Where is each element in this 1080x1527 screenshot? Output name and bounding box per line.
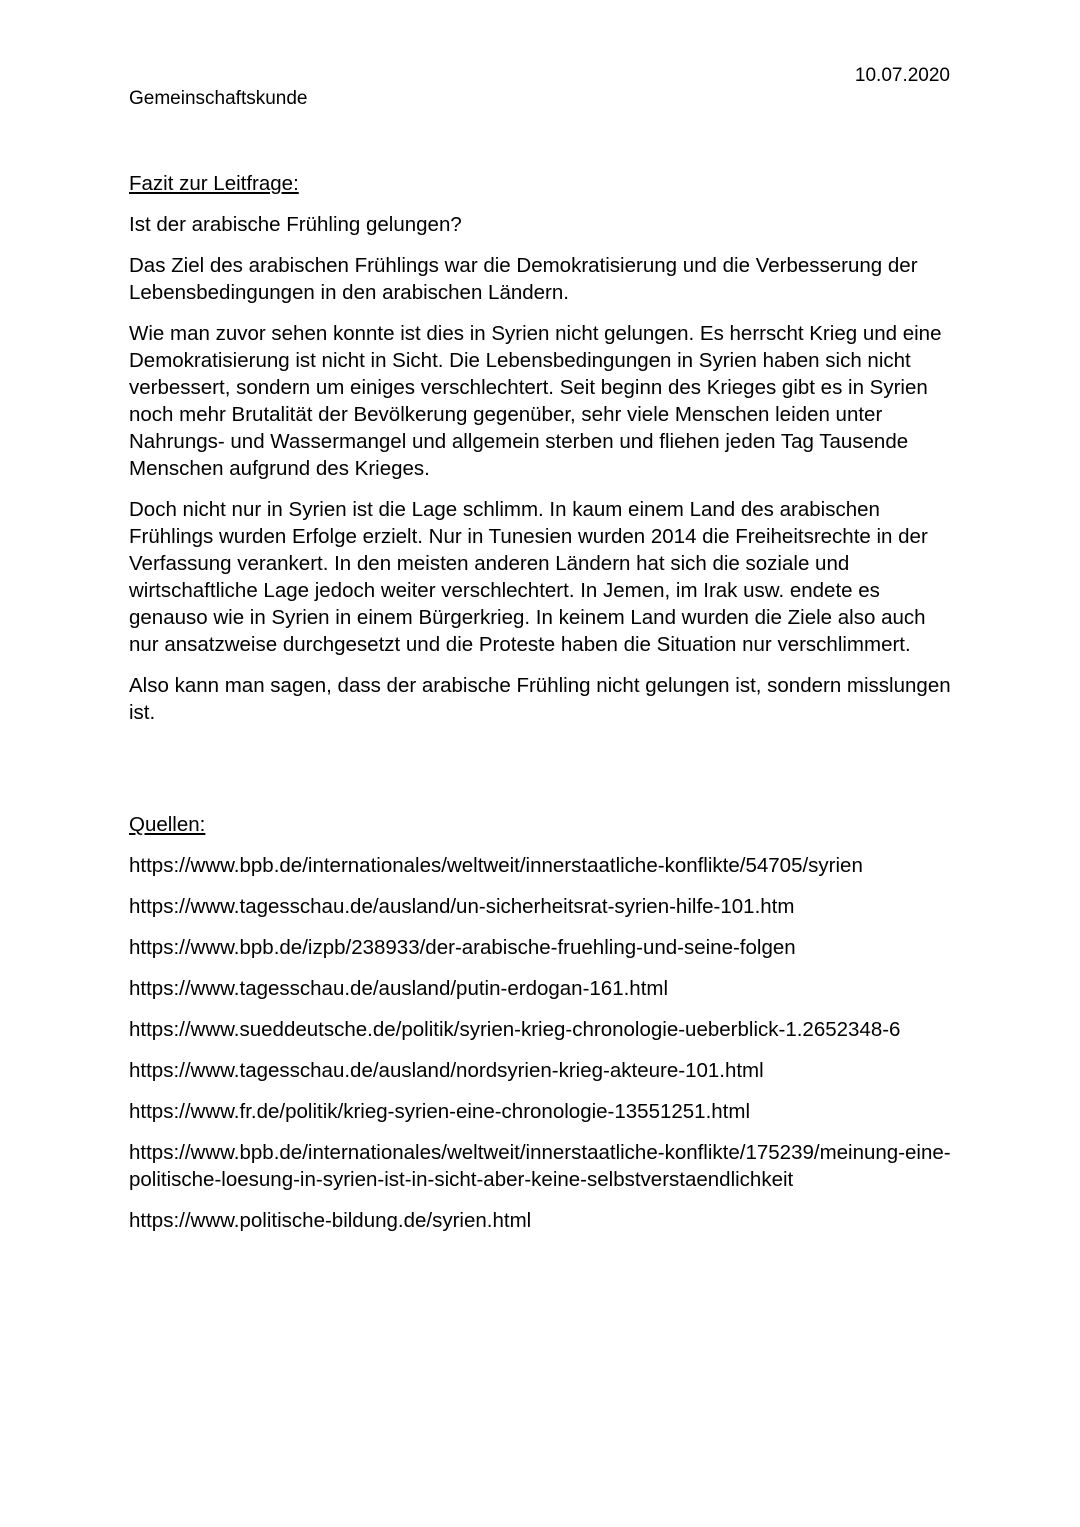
section-heading: Fazit zur Leitfrage: [129, 172, 299, 195]
source-link: https://www.tagesschau.de/ausland/nordsyrien-krieg-akteure-101.html [129, 1059, 764, 1082]
source-link: https://www.sueddeutsche.de/politik/syrien-krieg-chronologie-ueberblick-1.2652348-6 [129, 1018, 901, 1041]
guiding-question: Ist der arabische Frühling gelungen? [129, 213, 462, 236]
source-link: https://www.bpb.de/izpb/238933/der-arabische-fruehling-und-seine-folgen [129, 936, 796, 959]
document-date: 10.07.2020 [854, 65, 950, 86]
paragraph-syria: Wie man zuvor sehen konnte ist dies in Syrien nicht gelungen. Es herrscht Krieg und eine Demokratisierung ist nicht in Sicht. Die Lebensbedingungen in Syrien haben sich nicht verbessert, sondern um einiges verschlechtert. Seit beginn des Krieges gibt es in Syrien noch mehr Brutalität der Bevölkerung gegenüber, sehr viele Menschen leiden unter Nahrungs- und Wassermangel und allgemein sterben und fliehen jeden Tag Tausende Menschen aufgrund des Krieges. [129, 322, 942, 480]
paragraph-goal: Das Ziel des arabischen Frühlings war die Demokratisierung und die Verbesserung der Lebensbedingungen in den arabischen Ländern. [129, 254, 918, 304]
source-link: https://www.bpb.de/internationales/weltweit/innerstaatliche-konflikte/54705/syrien [129, 854, 863, 877]
document-body [129, 170, 959, 1248]
source-link: https://www.politische-bildung.de/syrien.html [129, 1209, 532, 1232]
paragraph-conclusion: Also kann man sagen, dass der arabische Frühling nicht gelungen ist, sondern misslungen ist. [129, 674, 951, 724]
subject-title: Gemeinschaftskunde [129, 88, 308, 109]
sources-list [129, 852, 959, 1234]
sources-heading: Quellen: [129, 813, 206, 836]
source-link: https://www.fr.de/politik/krieg-syrien-eine-chronologie-13551251.html [129, 1100, 751, 1123]
paragraph-region: Doch nicht nur in Syrien ist die Lage schlimm. In kaum einem Land des arabischen Frühlings wurden Erfolge erzielt. Nur in Tunesien wurden 2014 die Freiheitsrechte in der Verfassung verankert. In den meisten anderen Ländern hat sich die soziale und wirtschaftliche Lage jedoch weiter verschlechtert. In Jemen, im Irak usw. endete es genauso wie in Syrien in einem Bürgerkrieg. In keinem Land wurden die Ziele also auch nur ansatzweise durchgesetzt und die Proteste haben die Situation nur verschlimmert. [129, 498, 928, 656]
source-link: https://www.tagesschau.de/ausland/un-sicherheitsrat-syrien-hilfe-101.htm [129, 895, 795, 918]
source-link: https://www.bpb.de/internationales/weltweit/innerstaatliche-konflikte/175239/meinung-eine-politische-loesung-in-syrien-ist-in-sicht-aber-keine-selbstverstaendlichkeit [129, 1141, 951, 1191]
source-link: https://www.tagesschau.de/ausland/putin-erdogan-161.html [129, 977, 669, 1000]
